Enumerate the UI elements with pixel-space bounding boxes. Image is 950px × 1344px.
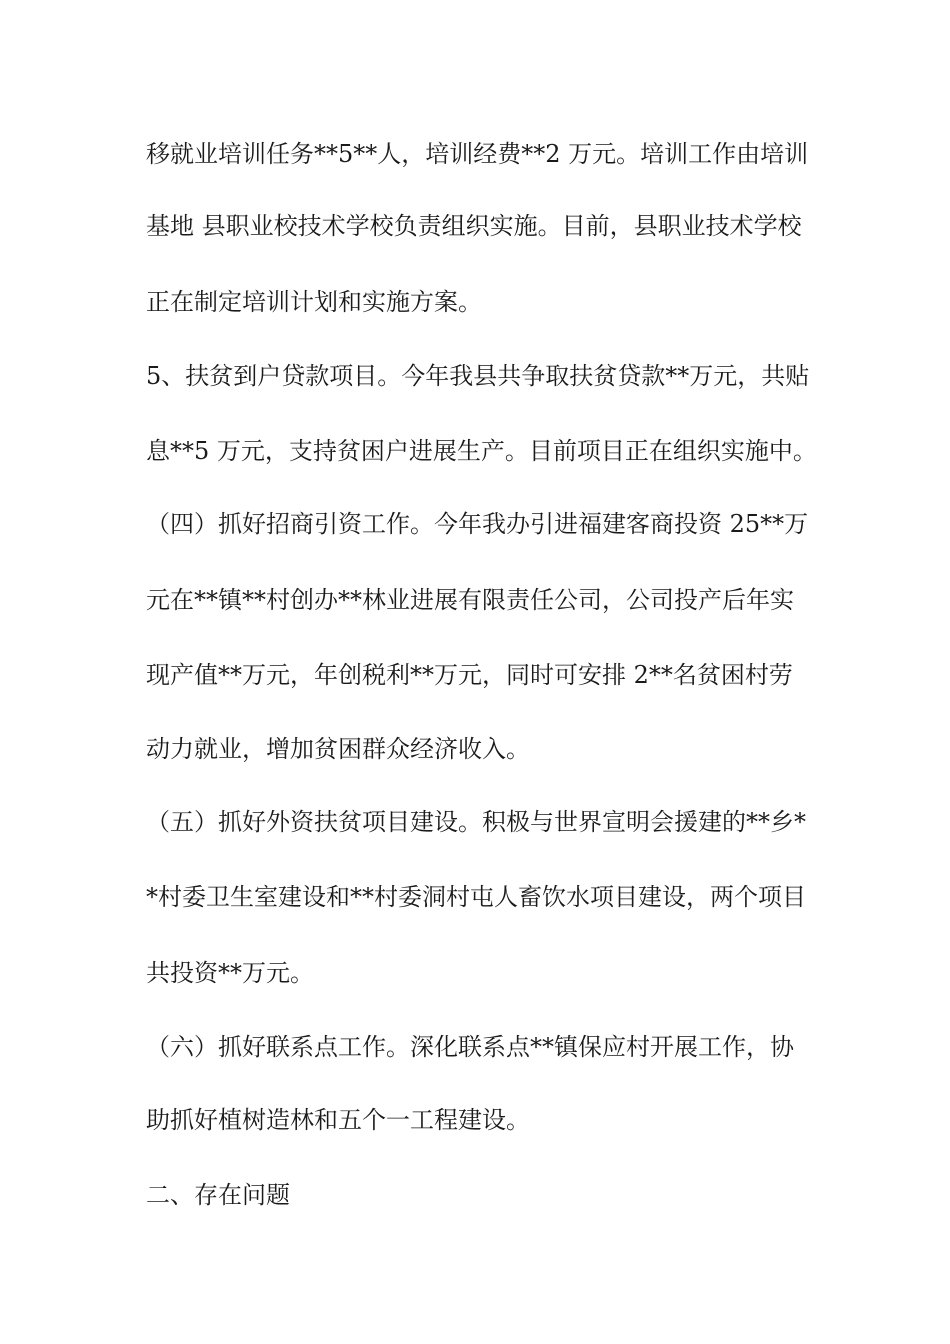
text-line-4: 5、扶贫到户贷款项目。今年我县共争取扶贫贷款**万元，共贴 xyxy=(146,362,810,390)
text-line-5: 息**5 万元，支持贫困户进展生产。目前项目正在组织实施中。 xyxy=(146,437,817,465)
text-line-7: 元在**镇**村创办**林业进展有限责任公司，公司投产后年实 xyxy=(146,586,794,614)
text-line-12: 共投资**万元。 xyxy=(146,959,314,987)
text-line-2: 基地 县职业校技术学校负责组织实施。目前，县职业技术学校 xyxy=(146,212,802,240)
section-heading: 二、存在问题 xyxy=(146,1181,290,1209)
text-line-14: 助抓好植树造林和五个一工程建设。 xyxy=(146,1106,530,1134)
text-line-1: 移就业培训任务**5**人，培训经费**2 万元。培训工作由培训 xyxy=(146,140,809,168)
text-line-3: 正在制定培训计划和实施方案。 xyxy=(146,288,482,316)
text-line-10: （五）抓好外资扶贫项目建设。积极与世界宣明会援建的**乡* xyxy=(146,808,806,836)
text-line-6: （四）抓好招商引资工作。今年我办引进福建客商投资 25**万 xyxy=(146,510,809,538)
text-line-9: 动力就业，增加贫困群众经济收入。 xyxy=(146,735,530,763)
text-line-8: 现产值**万元，年创税利**万元，同时可安排 2**名贫困村劳 xyxy=(146,661,793,689)
text-line-13: （六）抓好联系点工作。深化联系点**镇保应村开展工作，协 xyxy=(146,1033,794,1061)
text-line-11: *村委卫生室建设和**村委洞村屯人畜饮水项目建设，两个项目 xyxy=(146,883,806,911)
